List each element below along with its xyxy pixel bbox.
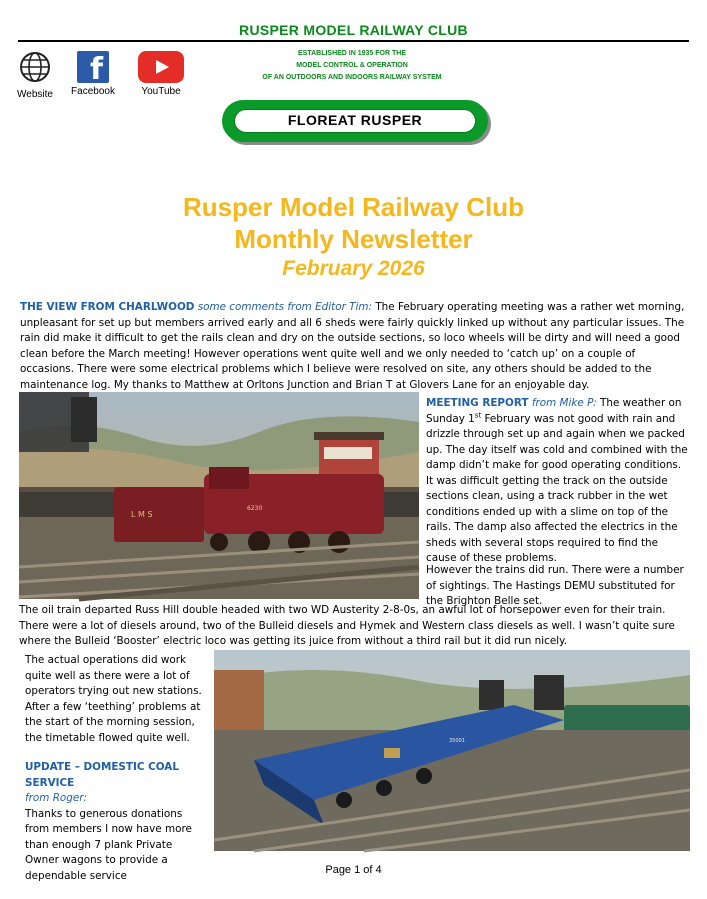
website-link[interactable] [5, 51, 65, 100]
floreat-rusper-logo [222, 100, 492, 146]
article-byline: some comments from Editor Tim: [197, 301, 373, 313]
article-heading: MEETING REPORT [426, 397, 529, 409]
youtube-icon [138, 51, 184, 83]
globe-icon [19, 51, 51, 83]
bulleid-pacific-photo [214, 650, 690, 851]
meeting-report-continued: However the trains did run. There were a number of sightings. The Hastings DEMU substituted for the Brighton Belle set. [426, 564, 684, 607]
date-suffix: st [474, 411, 482, 420]
logo-text: FLOREAT RUSPER [287, 112, 423, 128]
website-label: Website [17, 89, 53, 100]
youtube-label: YouTube [141, 86, 181, 97]
lms-locomotive-photo [19, 392, 419, 599]
article-text: Thanks to generous donations from members I now have more than enough 7 plank Private Owner wagons to provide a dependable service [25, 807, 192, 882]
meeting-report-continued: The oil train departed Russ Hill double headed with two WD Austerity 2-8-0s, an awful lot of horsepower even for their train. There were a lot of diesels around, two of the Bulleid diesels and Hymek and Western class diesels as well. I wasn’t quite sure where the Bulleid ‘Booster’ electric loco was getting its juice from without a third rail but it did run nicely. [19, 604, 675, 647]
meeting-report-article [426, 396, 690, 567]
article-byline: from Mike P: [531, 397, 597, 409]
established-text [252, 48, 452, 84]
facebook-link[interactable] [63, 51, 123, 97]
established-line-1: ESTABLISHED IN 1935 FOR THE [297, 50, 406, 57]
facebook-icon: f [77, 51, 109, 83]
youtube-link[interactable] [131, 51, 191, 97]
article-text: The February operating meeting was a rather wet morning, unpleasant for set up but members arrived early and all 6 sheds were fairly quickly linked up without any particular issues. The rain did make it difficult to get the rails clean and dry on the outside sections, so loco wheels will be dirty and will need a good clean before the March meeting! However operations went quite well and we only needed to ‘catch up’ on a couple of occasions. There were some electrical problems which I believe were resolved on site, any others should be added to the maintenance log. My thanks to Matthew at Orltons Junction and Brian T at Glovers Lane for an enjoyable day. [20, 301, 685, 391]
newsletter-title-line-2: Monthly Newsletter [234, 224, 473, 254]
view-from-charlwood-article [20, 300, 688, 393]
article-heading: UPDATE – DOMESTIC COAL SERVICE [25, 761, 179, 789]
facebook-label: Facebook [71, 86, 115, 97]
article-heading: THE VIEW FROM CHARLWOOD [20, 301, 195, 313]
domestic-coal-article [25, 760, 205, 882]
article-text: The weather on Sunday 1 [426, 397, 682, 425]
loco-number: 6230 [247, 505, 263, 512]
newsletter-date: February 2026 [282, 257, 425, 280]
loco-letters: L M S [131, 510, 153, 519]
established-line-3: OF AN OUTDOORS AND INDOORS RAILWAY SYSTEM [262, 74, 442, 81]
article-text: February was not good with rain and drizzle through set up and again when we packed up. The day itself was cold and combined with the damp didn’t make for good operating conditions. It was difficult getting the track on the outside sections clean, using a track rubber in the wet conditions ended up with a slime on top of the rails. The damp also affected the electrics in the sheds with several stops required to find the cause of these problems. [426, 412, 688, 564]
page-number: Page 1 of 4 [325, 864, 382, 876]
newsletter-title-line-1: Rusper Model Railway Club [183, 192, 524, 222]
meeting-report-continued: The actual operations did work quite well as there were a lot of operators trying out new stations. After a few ‘teething’ problems at the start of the morning session, the timetable flowed quite well. [25, 654, 202, 744]
header-rule [18, 40, 689, 42]
club-name: RUSPER MODEL RAILWAY CLUB [239, 22, 468, 38]
article-byline: from Roger: [25, 792, 88, 804]
loco-number: 35001 [449, 738, 465, 744]
established-line-2: MODEL CONTROL & OPERATION [296, 62, 408, 69]
